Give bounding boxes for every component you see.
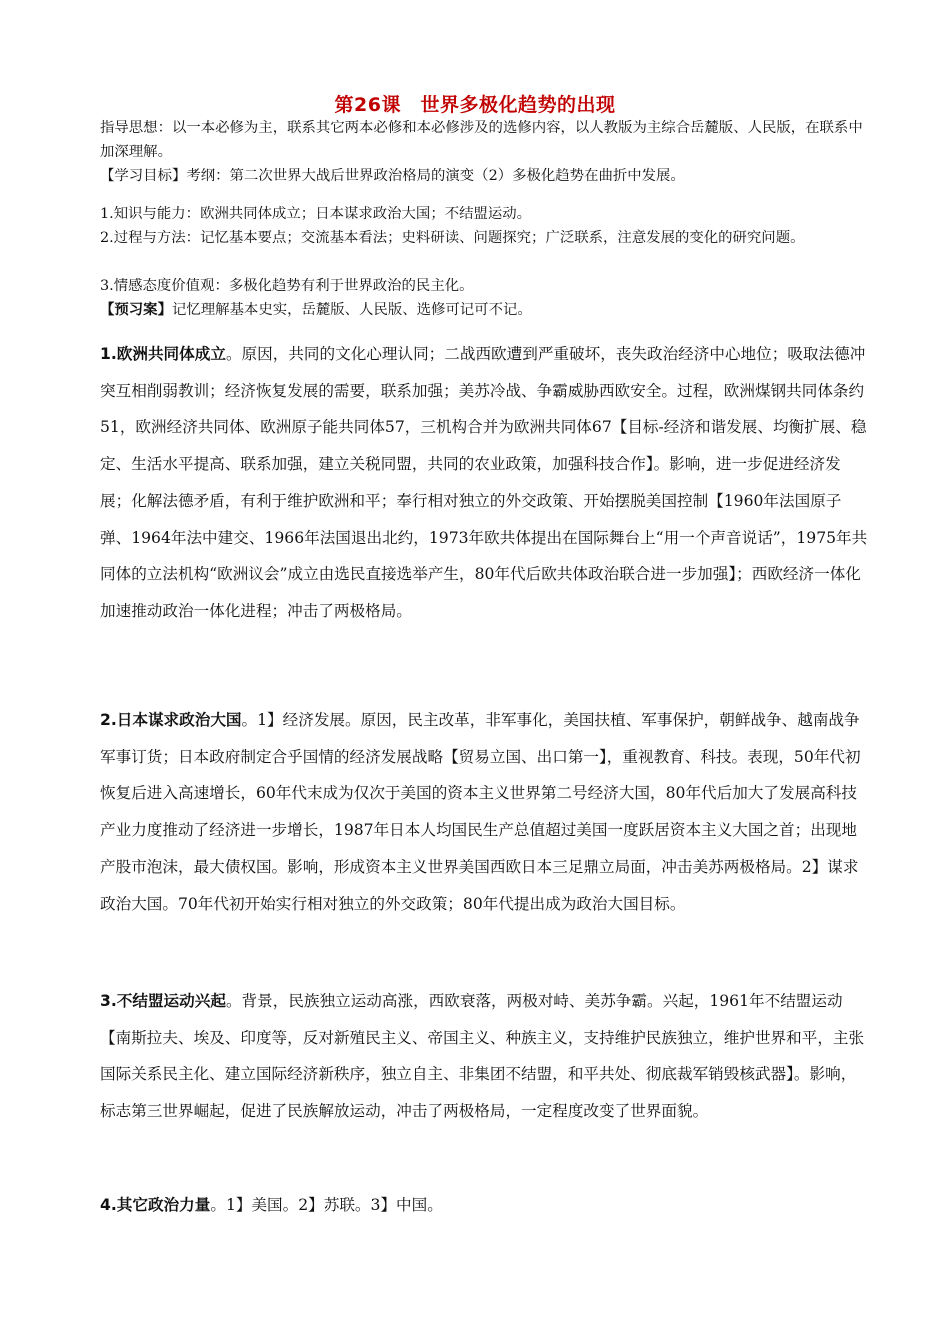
objective-attitude: 3.情感态度价值观：多极化趋势有利于世界政治的民主化。 xyxy=(100,278,474,294)
section-non-aligned xyxy=(100,983,870,1130)
section-european-community xyxy=(100,336,870,630)
preview-label: 【预习案】 xyxy=(100,302,172,318)
page-title: 第26课 世界多极化趋势的出现 xyxy=(334,94,616,116)
section-heading: 4.其它政治力量 xyxy=(100,1196,211,1214)
learning-goal xyxy=(100,164,870,188)
objective-knowledge: 1.知识与能力：欧洲共同体成立；日本谋求政治大国；不结盟运动。 xyxy=(100,206,532,222)
section-body: 。背景，民族独立运动高涨，西欧衰落，两极对峙、美苏争霸。兴起，1961年不结盟运动【南斯拉夫、埃及、印度等，反对新殖民主义、帝国主义、种族主义，支持维护民族独立，维护世界和平，主张国际关系民主化、建立国际经济新秩序，独立自主、非集团不结盟，和平共处、彻底裁军销毁核武器】。影响，标志第三世界崛起，促进了民族解放运动，冲击了两极格局，一定程度改变了世界面貌。 xyxy=(100,992,865,1121)
section-heading: 3.不结盟运动兴起 xyxy=(100,992,226,1010)
section-heading: 1.欧洲共同体成立 xyxy=(100,345,226,363)
preview-section xyxy=(100,298,870,322)
guiding-principle: 指导思想：以一本必修为主，联系其它两本必修和本必修涉及的选修内容，以人教版为主综合岳麓版、人民版，在联系中加深理解。 xyxy=(100,120,863,160)
section-body: 。原因，共同的文化心理认同；二战西欧遭到严重破坏，丧失政治经济中心地位；吸取法德冲突互相削弱教训；经济恢复发展的需要，联系加强；美苏冷战、争霸威胁西欧安全。过程，欧洲煤钢共同体条约51，欧洲经济共同体、欧洲原子能共同体57，三机构合并为欧洲共同体67【目标-经济和谐发展、均衡扩展、稳定、生活水平提高、联系加强，建立关税同盟，共同的农业政策，加强科技合作】。影响，进一步促进经济发展；化解法德矛盾，有利于维护欧洲和平；奉行相对独立的外交政策、开始摆脱美国控制【1960年法国原子弹、1964年法中建交、1966年法国退出北约，1973年欧共体提出在国际舞台上“用一个声音说话”，1975年共同体的立法机构“欧洲议会”成立由选民直接选举产生，80年代后欧共体政治联合进一步加强】；西欧经济一体化加速推动政治一体化进程；冲击了两极格局。 xyxy=(100,345,868,620)
learning-goal-text: 考纲：第二次世界大战后世界政治格局的演变（2）多极化趋势在曲折中发展。 xyxy=(186,168,685,184)
section-body: 。1】美国。2】苏联。3】中国。 xyxy=(210,1196,443,1214)
section-other-powers xyxy=(100,1187,870,1224)
objective-process: 2.过程与方法：记忆基本要点；交流基本看法；史料研读、问题探究；广泛联系，注意发展的变化的研究问题。 xyxy=(100,230,805,246)
preview-text: 记忆理解基本史实，岳麓版、人民版、选修可记可不记。 xyxy=(171,302,532,318)
section-heading: 2.日本谋求政治大国 xyxy=(100,711,242,729)
learning-goal-label: 【学习目标】 xyxy=(100,168,187,184)
section-body: 。1】经济发展。原因，民主改革，非军事化，美国扶植、军事保护，朝鲜战争、越南战争军事订货；日本政府制定合乎国情的经济发展战略【贸易立国、出口第一】，重视教育、科技。表现，50年代初恢复后进入高速增长，60年代末成为仅次于美国的资本主义世界第二号经济大国，80年代后加大了发展高科技产业力度推动了经济进一步增长，1987年日本人均国民生产总值超过美国一度跃居资本主义大国之首；出现地产股市泡沫，最大债权国。影响，形成资本主义世界美国西欧日本三足鼎立局面，冲击美苏两极格局。2】谋求政治大国。70年代初开始实行相对独立的外交政策；80年代提出成为政治大国目标。 xyxy=(100,711,861,913)
section-japan xyxy=(100,702,870,922)
